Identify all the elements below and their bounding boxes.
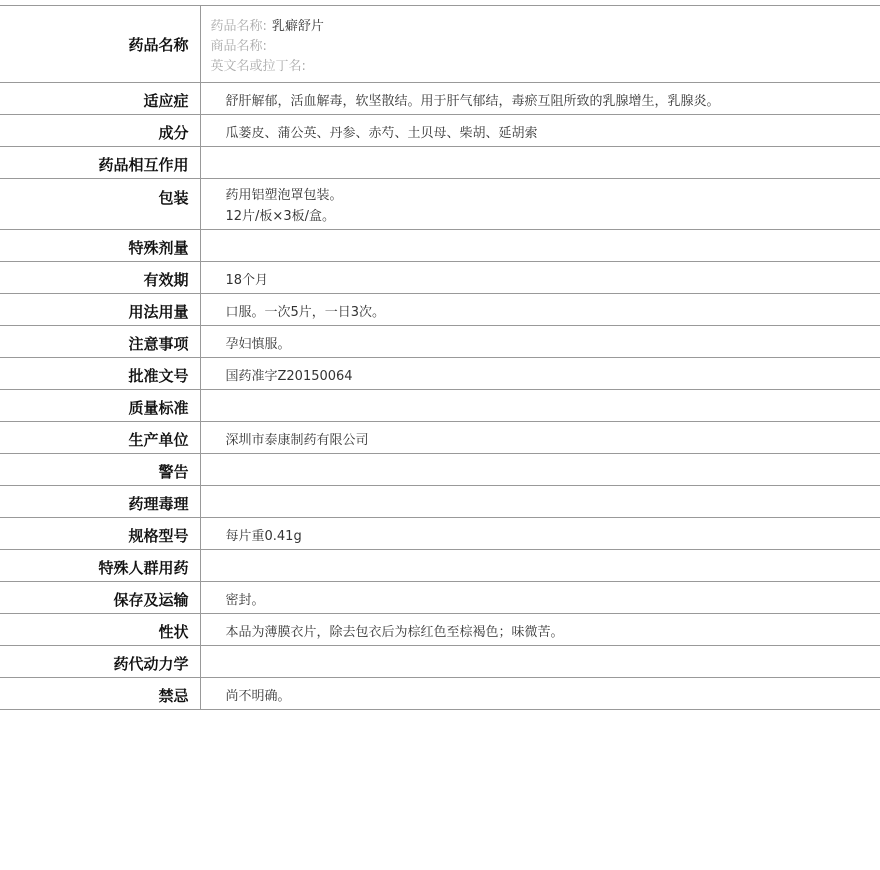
trade-name-line	[211, 37, 880, 57]
approval-number-label: 批准文号	[0, 358, 200, 390]
packaging-line-1: 药用铝塑泡罩包装。	[225, 188, 343, 203]
row-warning	[0, 454, 880, 486]
english-name-key: 英文名或拉丁名:	[210, 59, 306, 74]
manufacturer-label: 生产单位	[0, 422, 200, 454]
shelf-life-label: 有效期	[0, 262, 200, 294]
row-storage	[0, 582, 880, 614]
specification-label: 规格型号	[0, 518, 200, 550]
trade-name-key: 商品名称:	[210, 39, 267, 54]
row-quality-standard	[0, 390, 880, 422]
special-population-label: 特殊人群用药	[0, 550, 200, 582]
special-dosage-value	[200, 230, 880, 262]
precautions-value: 孕妇慎服。	[200, 326, 880, 358]
generic-name-key: 药品名称:	[210, 19, 267, 34]
precautions-label: 注意事项	[0, 326, 200, 358]
row-special-dosage	[0, 230, 880, 262]
row-specification	[0, 518, 880, 550]
row-ingredients	[0, 115, 880, 147]
generic-name-line	[211, 17, 880, 37]
toxicology-value	[200, 486, 880, 518]
special-dosage-label: 特殊剂量	[0, 230, 200, 262]
interactions-value	[200, 147, 880, 179]
usage-label: 用法用量	[0, 294, 200, 326]
indications-value: 舒肝解郁，活血解毒，软坚散结。用于肝气郁结，毒瘀互阻所致的乳腺增生，乳腺炎。	[200, 83, 880, 115]
row-precautions	[0, 326, 880, 358]
row-indications	[0, 83, 880, 115]
indications-label: 适应症	[0, 83, 200, 115]
row-interactions	[0, 147, 880, 179]
shelf-life-value: 18个月	[200, 262, 880, 294]
row-toxicology	[0, 486, 880, 518]
pharmacokinetics-label: 药代动力学	[0, 646, 200, 678]
quality-standard-label: 质量标准	[0, 390, 200, 422]
warning-value	[200, 454, 880, 486]
storage-value: 密封。	[200, 582, 880, 614]
quality-standard-value	[200, 390, 880, 422]
packaging-label: 包装	[0, 179, 200, 230]
drug-info-table	[0, 5, 880, 710]
row-special-population	[0, 550, 880, 582]
manufacturer-value: 深圳市泰康制药有限公司	[200, 422, 880, 454]
contraindications-label: 禁忌	[0, 678, 200, 710]
row-contraindications	[0, 678, 880, 710]
usage-value: 口服。一次5片，一日3次。	[200, 294, 880, 326]
ingredients-value: 瓜蒌皮、蒲公英、丹参、赤芍、土贝母、柴胡、延胡索	[200, 115, 880, 147]
specification-value: 每片重0.41g	[200, 518, 880, 550]
toxicology-label: 药理毒理	[0, 486, 200, 518]
pharmacokinetics-value	[200, 646, 880, 678]
row-manufacturer	[0, 422, 880, 454]
special-population-value	[200, 550, 880, 582]
description-label: 性状	[0, 614, 200, 646]
drug-name-label: 药品名称	[0, 6, 200, 83]
row-packaging	[0, 179, 880, 230]
packaging-line-2: 12片/板×3板/盒。	[225, 209, 335, 224]
drug-name-value	[200, 6, 880, 83]
storage-label: 保存及运输	[0, 582, 200, 614]
description-value: 本品为薄膜衣片，除去包衣后为棕红色至棕褐色；味微苦。	[200, 614, 880, 646]
row-drug-name	[0, 6, 880, 83]
row-usage	[0, 294, 880, 326]
contraindications-value: 尚不明确。	[200, 678, 880, 710]
warning-label: 警告	[0, 454, 200, 486]
interactions-label: 药品相互作用	[0, 147, 200, 179]
row-shelf-life	[0, 262, 880, 294]
english-name-line	[211, 57, 880, 77]
row-description	[0, 614, 880, 646]
row-approval-number	[0, 358, 880, 390]
approval-number-value: 国药准字Z20150064	[200, 358, 880, 390]
packaging-value	[200, 179, 880, 230]
row-pharmacokinetics	[0, 646, 880, 678]
ingredients-label: 成分	[0, 115, 200, 147]
generic-name-value: 乳癖舒片	[271, 19, 324, 34]
